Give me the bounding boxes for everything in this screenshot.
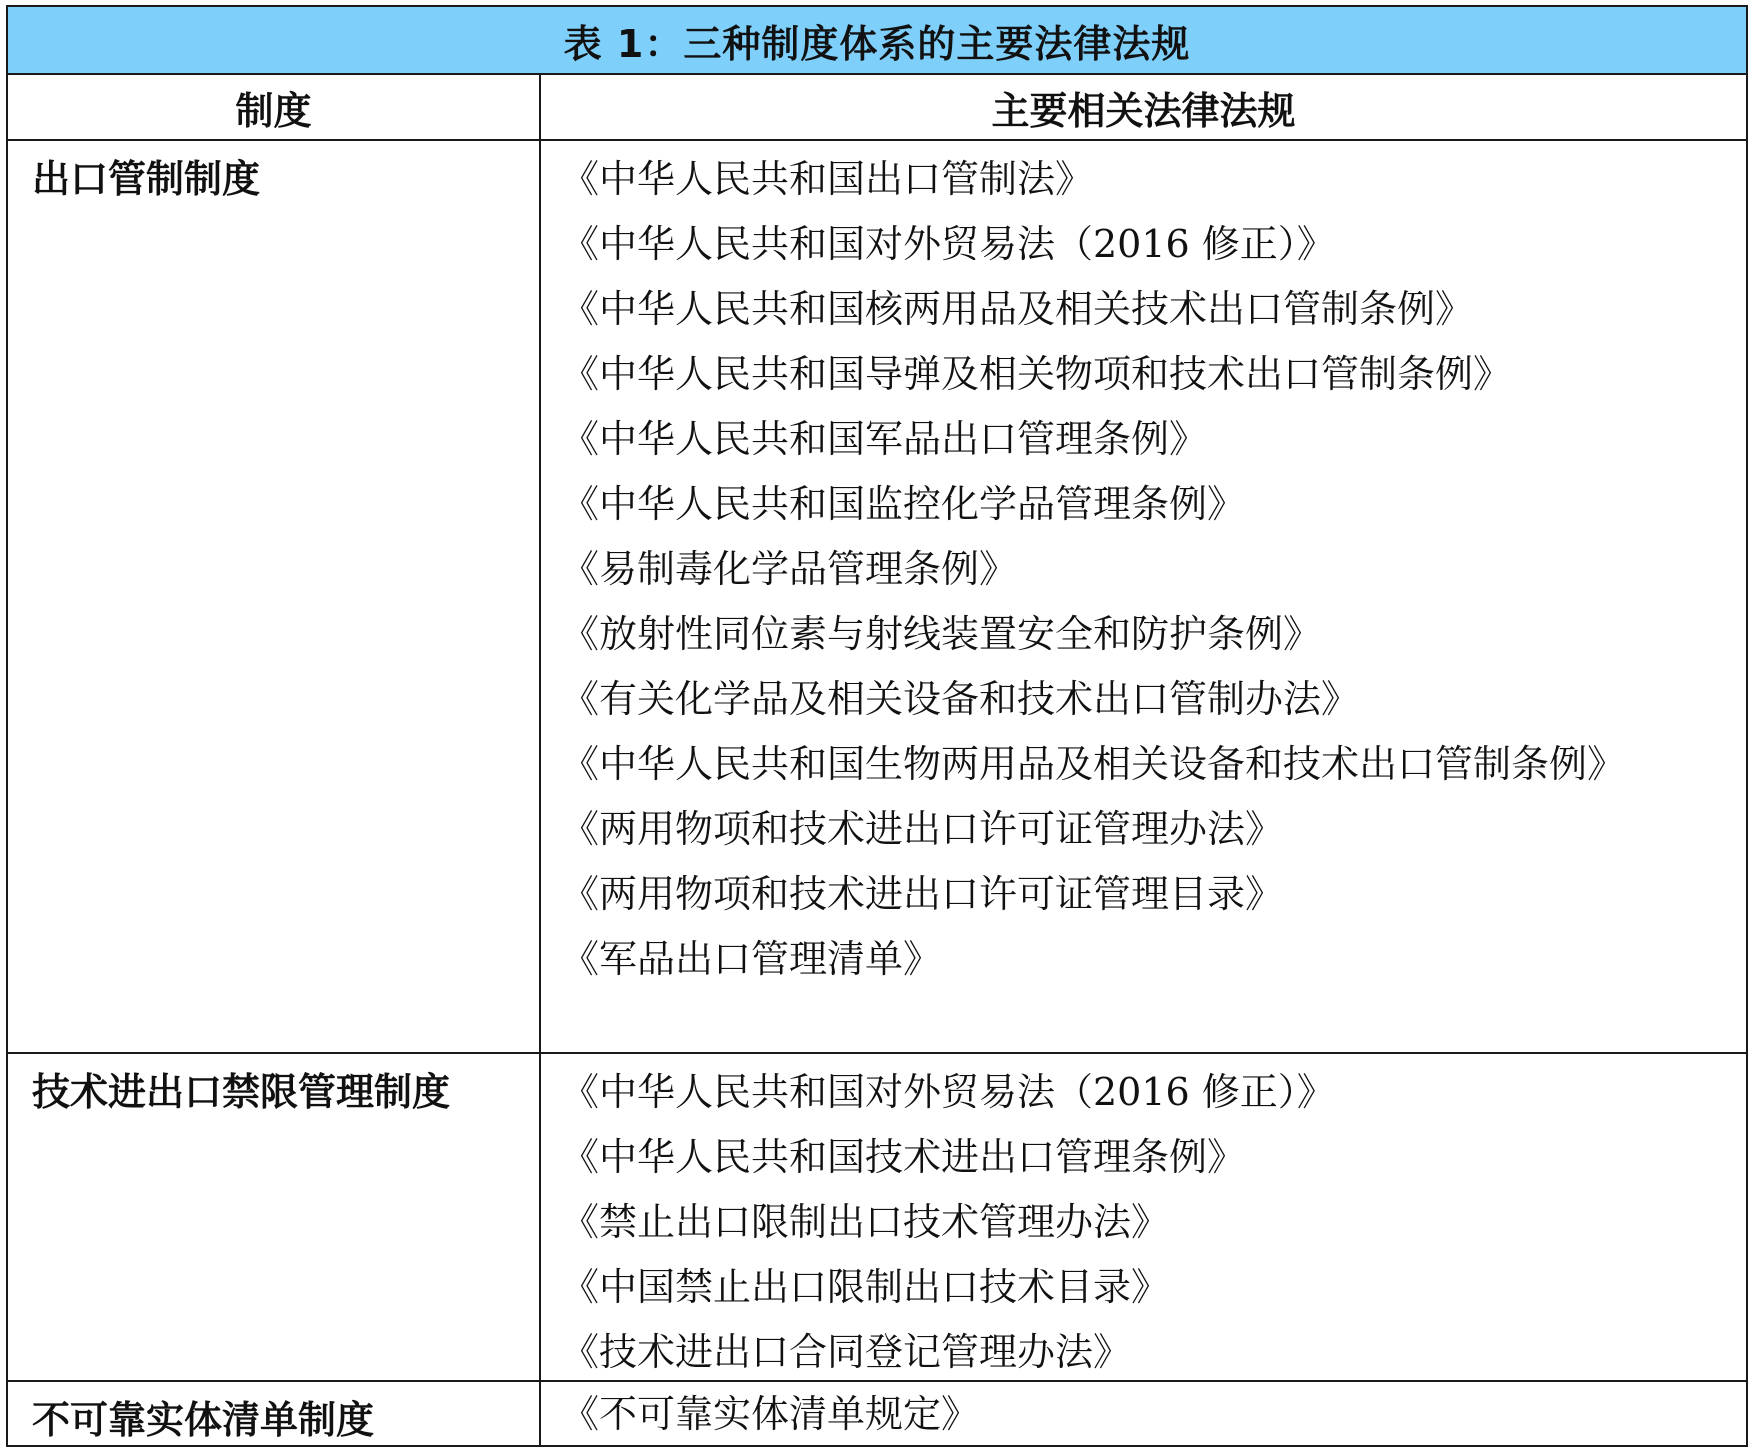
law-item: 《中华人民共和国核两用品及相关技术出口管制条例》 [561,287,1474,331]
law-list [541,1054,1746,1380]
law-item: 《中华人民共和国军品出口管理条例》 [561,417,1208,461]
law-item: 《中华人民共和国对外贸易法（2016 修正）》 [561,1070,1335,1114]
law-item: 《技术进出口合同登记管理办法》 [561,1330,1132,1374]
law-list [541,1382,1746,1447]
law-item: 《中华人民共和国出口管制法》 [561,157,1094,201]
law-item: 《中华人民共和国技术进出口管理条例》 [561,1135,1246,1179]
law-list [541,141,1746,1052]
system-name: 技术进出口禁限管理制度 [32,1070,451,1114]
law-item: 《中华人民共和国导弹及相关物项和技术出口管制条例》 [561,352,1512,396]
table-row [8,1054,1746,1382]
law-item: 《禁止出口限制出口技术管理办法》 [561,1200,1170,1244]
law-item: 《中国禁止出口限制出口技术目录》 [561,1265,1170,1309]
laws-table [6,5,1748,1447]
law-item: 《中华人民共和国监控化学品管理条例》 [561,482,1246,526]
law-item: 《中华人民共和国生物两用品及相关设备和技术出口管制条例》 [561,742,1626,786]
system-name: 不可靠实体清单制度 [32,1398,375,1442]
law-item: 《不可靠实体清单规定》 [561,1392,980,1436]
law-item: 《有关化学品及相关设备和技术出口管制办法》 [561,677,1360,721]
law-item: 《易制毒化学品管理条例》 [561,547,1018,591]
table-title: 表 1：三种制度体系的主要法律法规 [8,7,1746,75]
table-header-row [8,75,1746,141]
law-item: 《两用物项和技术进出口许可证管理办法》 [561,807,1284,851]
table-row [8,1382,1746,1447]
header-laws: 主要相关法律法规 [991,88,1296,133]
header-system: 制度 [8,75,541,139]
law-item: 《两用物项和技术进出口许可证管理目录》 [561,872,1284,916]
law-item: 《军品出口管理清单》 [561,937,942,981]
system-name: 出口管制制度 [32,157,261,201]
law-item: 《放射性同位素与射线装置安全和防护条例》 [561,612,1322,656]
law-item: 《中华人民共和国对外贸易法（2016 修正）》 [561,222,1335,266]
table-row [8,141,1746,1054]
